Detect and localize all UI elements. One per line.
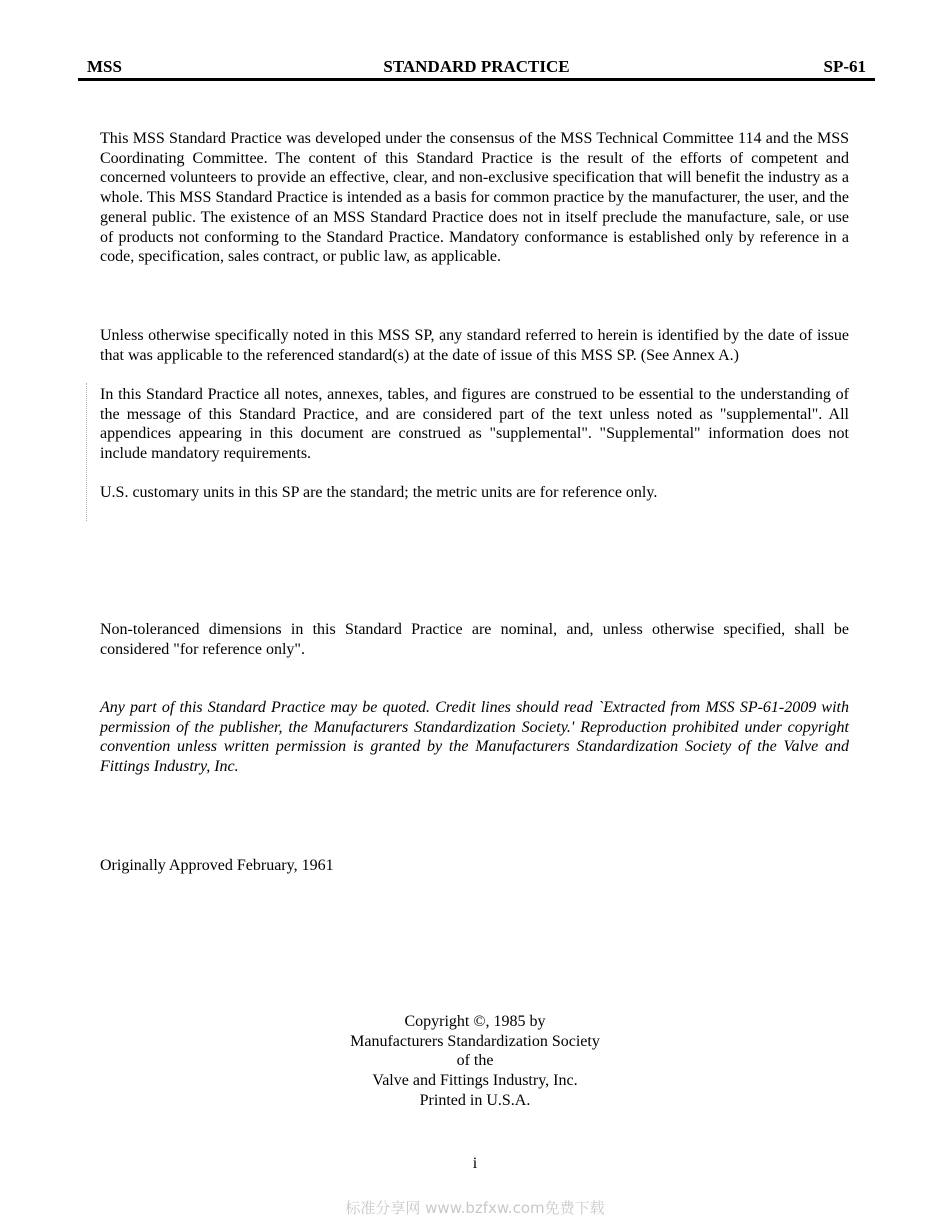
notes-annexes-paragraph: In this Standard Practice all notes, annexes, tables, and figures are construed to be essential to the understanding of the message of this Standard Practice, and are considered part of the text unless noted as "supplemental". All appendices appearing in this document are construed as "supplemental". "Supplemental" information does not include mandatory requirements. bbox=[100, 386, 849, 463]
consensus-paragraph: This MSS Standard Practice was developed under the consensus of the MSS Technical Committee 114 and the MSS Coordinating Committee. The content of this Standard Practice is the result of the efforts of competent and concerned volunteers to provide an effective, clear, and non-exclusive specification that will benefit the industry as a whole. This MSS Standard Practice is intended as a basis for common practice by the manufacturer, the user, and the general public. The existence of an MSS Standard Practice does not in itself preclude the manufacture, sale, or use of products not conforming to the Standard Practice. Mandatory conformance is established only by reference in a code, specification, sales contract, or public law, as applicable. bbox=[100, 130, 849, 266]
standards-reference-paragraph: Unless otherwise specifically noted in this MSS SP, any standard referred to herein is identified by the date of issue that was applicable to the referenced standard(s) at the date of issue of this MSS SP. (See Annex A.) bbox=[100, 327, 849, 364]
revision-bar bbox=[86, 383, 87, 521]
copyright-line: of the bbox=[456, 1052, 494, 1070]
header-org: MSS bbox=[87, 57, 122, 76]
copyright-line: Copyright ©, 1985 by bbox=[404, 1013, 546, 1030]
header-title: STANDARD PRACTICE bbox=[383, 57, 570, 76]
approval-date: Originally Approved February, 1961 bbox=[100, 857, 334, 874]
page-number: i bbox=[472, 1155, 478, 1172]
copyright-line: Manufacturers Standardization Society bbox=[350, 1032, 600, 1050]
non-toleranced-paragraph: Non-toleranced dimensions in this Standard Practice are nominal, and, unless otherwise specified, shall be considered "for reference only". bbox=[100, 621, 849, 658]
page-header bbox=[78, 56, 875, 81]
units-paragraph: U.S. customary units in this SP are the standard; the metric units are for reference only. bbox=[100, 484, 658, 501]
copyright-block bbox=[0, 1012, 950, 1111]
watermark-text: 标准分享网 www.bzfxw.com免费下载 bbox=[345, 1199, 605, 1217]
copyright-line: Printed in U.S.A. bbox=[419, 1091, 531, 1109]
copyright-line: Valve and Fittings Industry, Inc. bbox=[372, 1072, 578, 1090]
header-doc-number: SP-61 bbox=[823, 57, 866, 76]
quotation-paragraph: Any part of this Standard Practice may be quoted. Credit lines should read `Extracted from MSS SP-61-2009 with permission of the publisher, the Manufacturers Standardization Society.' Reproduction prohibited under copyright convention unless written permission is granted by the Manufacturers Standardization Society of the Valve and Fittings Industry, Inc. bbox=[100, 699, 849, 776]
